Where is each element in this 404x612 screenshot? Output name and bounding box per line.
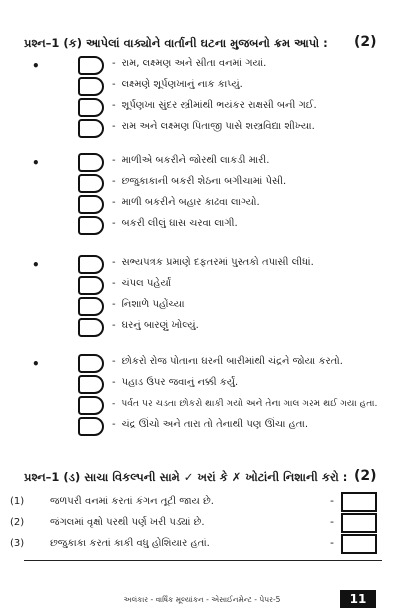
order-input-box[interactable] <box>78 174 104 193</box>
order-input-box[interactable] <box>78 354 104 373</box>
sequence-item <box>78 153 398 173</box>
sequence-item <box>78 195 398 215</box>
statement-text: જળપરી વનમાં કરતાં કંગન તૂટી જાય છે. <box>50 496 214 507</box>
item-dash: - <box>112 419 116 430</box>
order-input-box[interactable] <box>78 396 104 415</box>
page-number: 11 <box>340 590 376 608</box>
order-input-box[interactable] <box>78 98 104 117</box>
section1-marks: (2) <box>354 34 377 50</box>
order-input-box[interactable] <box>78 417 104 436</box>
sequence-item <box>78 375 398 395</box>
group-bullet: • <box>32 59 40 73</box>
item-dash: - <box>112 278 116 289</box>
sequence-item-text: ઘરનું બારણું ખોલ્યું. <box>121 320 199 331</box>
sequence-item-text: ચંદ્ર ઊંચો અને તારા તો તેનાથી પણ ઊંચા હતા. <box>121 419 309 430</box>
sequence-item <box>78 417 398 437</box>
order-input-box[interactable] <box>78 318 104 337</box>
item-dash: - <box>112 398 116 409</box>
sequence-item-text: લક્ષ્મણે શૂર્પણખાનું નાક કાપ્યું. <box>121 79 243 90</box>
true-false-item <box>10 534 380 556</box>
sequence-item <box>78 174 398 194</box>
item-dash: - <box>112 218 116 229</box>
item-dash: - <box>112 257 116 268</box>
answer-box[interactable] <box>341 534 377 554</box>
sequence-item-text: રામ અને લક્ષ્મણ પિતાજી પાસે શસ્ત્રવિદ્યા શીખ્યા. <box>121 121 315 132</box>
sequence-item-text: ચંપલ પહેર્યાં <box>121 278 172 289</box>
order-input-box[interactable] <box>78 255 104 274</box>
sequence-item-text: પહાડ ઉપર જવાનું નક્કી કર્યું. <box>121 377 239 388</box>
item-dash: - <box>112 299 116 310</box>
group-bullet: • <box>32 156 40 170</box>
answer-box[interactable] <box>341 492 377 512</box>
sequence-item <box>78 276 398 296</box>
sequence-item-text: છોકરો રોજ પોતાના ઘરની બારીમાંથી ચંદ્રને જોયા કરતો. <box>121 356 343 367</box>
sequence-item-text: પર્વત પર ચડતા છોકરો થાકી ગયો અને તેના ગાલ ગરમ થઈ ગયા હતા. <box>121 398 378 409</box>
sequence-item-text: નિશાળે પહોંચ્યા <box>121 299 185 310</box>
sequence-item-text: બકરી લીલું ઘાસ ચરવા લાગી. <box>121 218 238 229</box>
sequence-item-text: સભ્યપત્રક પ્રમાણે દફતરમાં પુસ્તકો તપાસી લીધાં. <box>121 257 314 268</box>
sequence-item <box>78 119 398 139</box>
order-input-box[interactable] <box>78 119 104 138</box>
order-input-box[interactable] <box>78 77 104 96</box>
item-dash: - <box>112 58 116 69</box>
order-input-box[interactable] <box>78 216 104 235</box>
sequence-item <box>78 77 398 97</box>
item-dash: - <box>112 197 116 208</box>
sequence-item <box>78 297 398 317</box>
sequence-item <box>78 318 398 338</box>
group-bullet: • <box>32 357 40 371</box>
item-dash: - <box>330 494 334 507</box>
group-bullet: • <box>32 258 40 272</box>
item-dash: - <box>330 536 334 549</box>
item-dash: - <box>112 121 116 132</box>
sequence-item-text: માળીએ બકરીને જોરથી લાકડી મારી. <box>121 155 270 166</box>
sequence-item-text: રામ, લક્ષ્મણ અને સીતા વનમાં ગયાં. <box>121 58 267 69</box>
sequence-item-text: શૂર્પણખા સુંદર સ્ત્રીમાંથી ભયંકર રાક્ષસી બની ગઈ. <box>121 100 317 111</box>
item-dash: - <box>112 79 116 90</box>
footer-text: અલંકાર - વાર્ષિક મૂલ્યાંકન - એસાઈનમેન્ટ - પેપર-5 <box>123 595 281 604</box>
sequence-item <box>78 354 398 374</box>
item-dash: - <box>112 155 116 166</box>
statement-text: છજુકાકા કરતાં કાકી વધુ હોશિયાર હતાં. <box>50 538 210 549</box>
item-dash: - <box>112 176 116 187</box>
sequence-item-text: છજુકાકાની બકરી શેઠના બગીચામાં પેસી. <box>121 176 287 187</box>
order-input-box[interactable] <box>78 276 104 295</box>
statement-text: જંગલમાં વૃક્ષો પરથી પર્ણ ખરી પડ્યાં છે. <box>50 517 205 528</box>
item-number: (3) <box>10 538 25 549</box>
order-input-box[interactable] <box>78 195 104 214</box>
true-false-item <box>10 492 380 514</box>
true-false-item <box>10 513 380 535</box>
sequence-item <box>78 98 398 118</box>
item-dash: - <box>112 377 116 388</box>
section1-heading-text: પ્રશ્ન–1 (ક) આપેલાં વાક્યોને વાર્તાની ઘટના મુજબનો ક્રમ આપો : <box>24 36 328 50</box>
divider <box>24 560 382 561</box>
item-number: (2) <box>10 517 25 528</box>
sequence-item-text: માળી બકરીને બહાર કાઢવા લાગ્યો. <box>121 197 260 208</box>
section1-heading <box>24 34 377 51</box>
order-input-box[interactable] <box>78 153 104 172</box>
section2-heading <box>24 468 377 485</box>
item-dash: - <box>112 100 116 111</box>
sequence-item <box>78 216 398 236</box>
item-dash: - <box>112 356 116 367</box>
order-input-box[interactable] <box>78 56 104 75</box>
page-footer <box>0 593 404 609</box>
item-dash: - <box>112 320 116 331</box>
order-input-box[interactable] <box>78 297 104 316</box>
section2-heading-text: પ્રશ્ન–1 (ડ) સાચા વિકલ્પની સામે ✓ ખરાં કે ✗ ખોટાંની નિશાની કરો : <box>24 470 348 484</box>
item-dash: - <box>330 515 334 528</box>
sequence-item <box>78 56 398 76</box>
item-number: (1) <box>10 496 25 507</box>
order-input-box[interactable] <box>78 375 104 394</box>
sequence-item <box>78 396 398 416</box>
section2-marks: (2) <box>354 468 377 484</box>
sequence-item <box>78 255 398 275</box>
answer-box[interactable] <box>341 513 377 533</box>
